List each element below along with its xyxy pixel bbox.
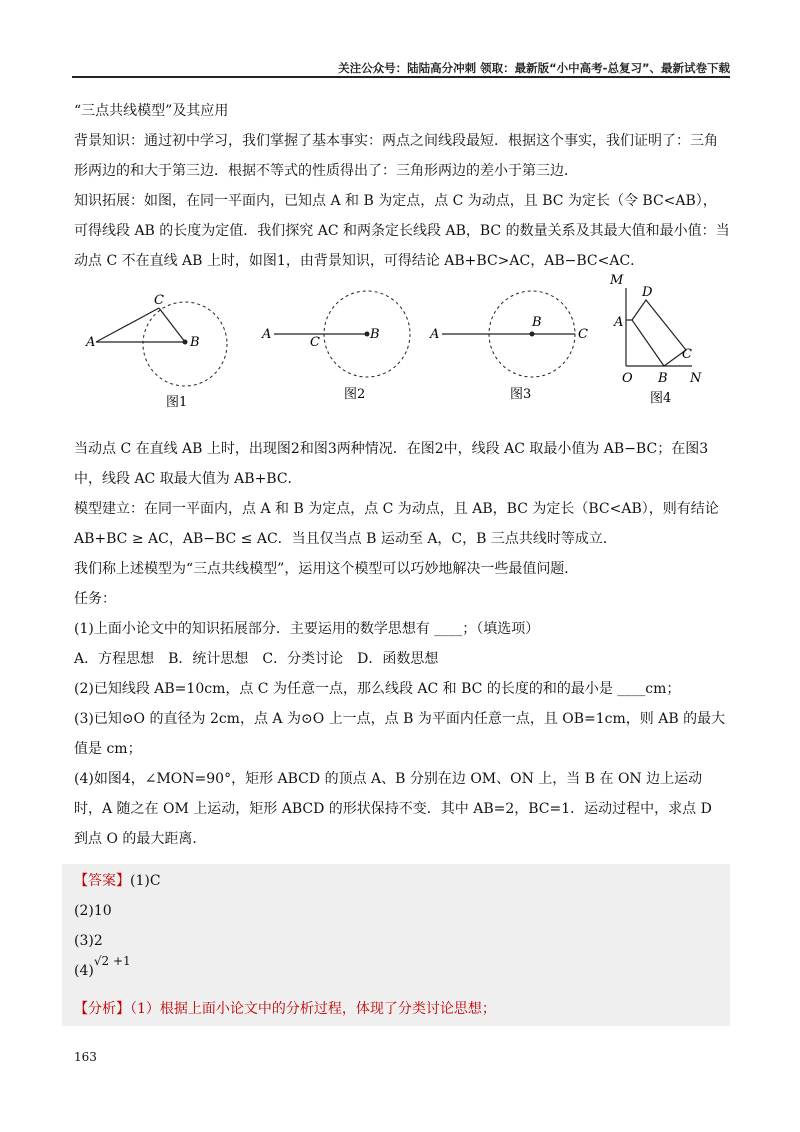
fig2-label-b: B: [370, 327, 380, 342]
task-label: 任务：: [74, 591, 116, 607]
fig3-point-b: [530, 332, 535, 337]
paragraph-model: 模型建立：在同一平面内，点 A 和 B 为定点，点 C 为动点，且 AB，BC 为定长（BC<AB），则有结论 AB+BC ≥ AC，AB−BC ≤ AC．当且仅当点 B 运动至 A，C，B 三点共线时等成立．: [74, 501, 719, 547]
document-body: [74, 96, 730, 854]
question-2: (2)已知线段 AB=10cm，点 C 为任意一点，那么线段 AC 和 BC 的长度的和的最小是 ____cm；: [74, 681, 681, 697]
figures-svg: [74, 273, 730, 426]
fig2-label-a: A: [262, 327, 272, 342]
fig1-caption: 图1: [166, 395, 188, 410]
figure-1: [85, 293, 227, 410]
paragraph-background: 背景知识：通过初中学习，我们掌握了基本事实：两点之间线段最短．根据这个事实，我们证明了：三角形两边的和大于第三边．根据不等式的性质得出了：三角形两边的差小于第三边．: [74, 133, 718, 179]
paragraph-extension-2: 当动点 C 在直线 AB 上时，出现图2和图3两种情况．在图2中，线段 AC 取最小值为 AB−BC；在图3中，线段 AC 取最大值为 AB+BC．: [74, 441, 709, 487]
fig1-line-ac: [96, 308, 159, 342]
fig1-point-b: [183, 340, 188, 345]
answer-1: (1)C: [130, 873, 161, 889]
answer-label: 【答案】: [74, 873, 130, 889]
fig3-label-a: A: [430, 327, 440, 342]
fig1-label-a: A: [86, 335, 96, 350]
question-3: (3)已知⊙O 的直径为 2cm，点 A 为⊙O 上一点，点 B 为平面内任意一点，且 OB=1cm，则 AB 的最大值是 cm；: [74, 711, 726, 757]
fig3-label-b: B: [532, 315, 542, 330]
figures-row: [74, 273, 730, 426]
paragraph-extension-1: 知识拓展：如图，在同一平面内，已知点 A 和 B 为定点，点 C 为动点，且 BC 为定长（令 BC<AB），可得线段 AB 的长度为定值．我们探究 AC 和两条定长线段 AB，BC 的数量关系及其最大值和最小值：当动点 C 不在直线 AB 上时，如图1，由背景知识，可得结论 AB+BC>AC，AB−BC<AC．: [74, 193, 730, 269]
fig2-label-c: C: [310, 335, 320, 350]
fig4-rectangle: [632, 300, 686, 366]
question-1-options: A．方程思想 B．统计思想 C．分类讨论 D．函数思想: [74, 651, 439, 667]
fig1-label-b: B: [190, 335, 200, 350]
page-number: 163: [74, 1050, 97, 1064]
fig4-caption: 图4: [650, 391, 672, 406]
fig1-line-cb: [159, 308, 185, 342]
header-rule: [72, 76, 730, 78]
section-title: “三点共线模型”及其应用: [74, 103, 229, 119]
answer-3: (3)2: [74, 933, 103, 949]
fig4-label-n: N: [690, 371, 702, 386]
question-4: (4)如图4，∠MON=90°，矩形 ABCD 的顶点 A、B 分别在边 OM、ON 上，当 B 在 ON 边上运动时，A 随之在 OM 上运动，矩形 ABCD 的形状保持不变．其中 AB=2，BC=1．运动过程中，求点 D 到点 O 的最大距离．: [74, 771, 712, 847]
fig3-label-c: C: [578, 327, 588, 342]
figure-3: [429, 291, 588, 402]
fig2-caption: 图2: [344, 387, 366, 402]
fig2-point-b: [365, 332, 370, 337]
answer-4-value: √2 +1: [93, 954, 131, 968]
fig3-caption: 图3: [510, 387, 532, 402]
analysis-label: 【分析】: [74, 1001, 130, 1017]
figure-4: [609, 273, 702, 406]
fig4-label-a: A: [614, 315, 624, 330]
answer-4-prefix: (4): [74, 963, 94, 979]
analysis-text: （1）根据上面小论文中的分析过程，体现了分类讨论思想；: [130, 1001, 496, 1017]
answer-section: [74, 866, 496, 1024]
question-1: (1)上面小论文中的知识拓展部分．主要运用的数学思想有 ____；（填选项）: [74, 621, 540, 637]
fig1-label-c: C: [154, 293, 164, 308]
answer-2: (2)10: [74, 903, 112, 919]
fig4-label-m: M: [610, 273, 624, 288]
fig4-label-c: C: [682, 347, 692, 362]
figure-2: [261, 291, 410, 402]
fig4-label-b: B: [658, 371, 668, 386]
paragraph-call: 我们称上述模型为“三点共线模型”，运用这个模型可以巧妙地解决一些最值问题．: [74, 561, 579, 577]
page-header: 关注公众号：陆陆高分冲刺 领取：最新版“小中高考-总复习”、最新试卷下载: [338, 61, 730, 75]
fig4-label-d: D: [642, 285, 653, 300]
fig4-label-o: O: [622, 371, 633, 386]
